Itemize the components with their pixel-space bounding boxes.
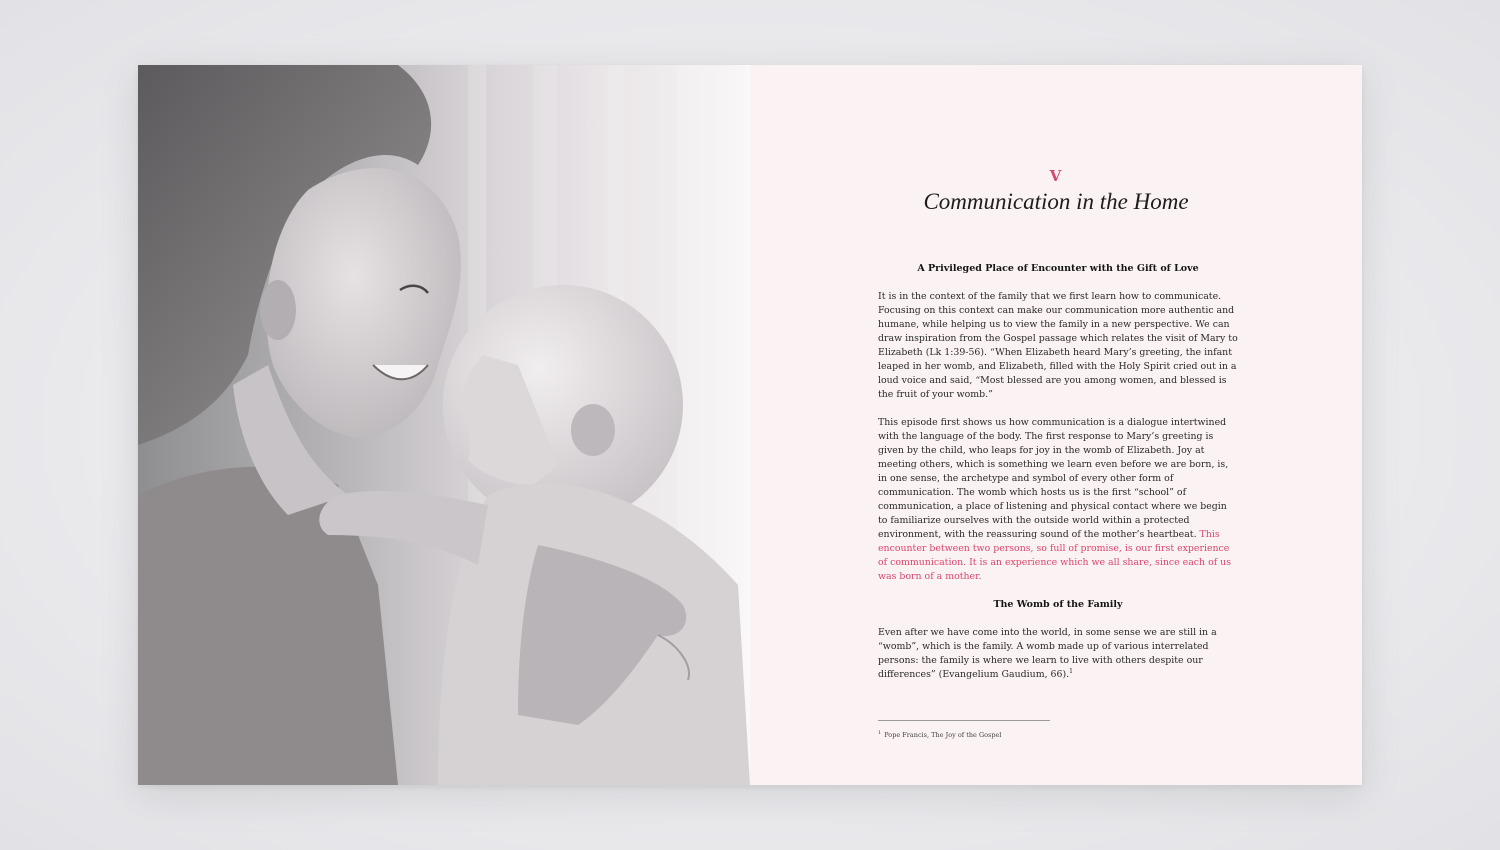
section-heading: A Privileged Place of Encounter with the Gift of Love xyxy=(917,263,1199,274)
highlighted-quote: This encounter between two persons, so full of promise, is our first experience of communication. It is an experience which we all share, since each of us was born of a mother. xyxy=(878,529,1232,582)
body-paragraph xyxy=(878,626,1238,682)
photo-illustration xyxy=(138,65,750,785)
body-text: This episode first shows us how communication is a dialogue intertwined with the language of the body. The first response to Mary’s greeting is given by the child, who leaps for joy in the womb of Elizabeth. Joy at meeting others, which is something we learn even before we are born, is, in one sense, the archetype and symbol of every other form of communication. The womb which hosts us is the first “school” of communication, a place of listening and physical contact where we begin to familiarize ourselves with the outside world within a protected environment, with the reassuring sound of the mother’s heartbeat. xyxy=(878,417,1229,540)
book-spread xyxy=(138,65,1362,785)
footnote-number: 1 xyxy=(878,730,882,736)
footnote-text: Pope Francis, The Joy of the Gospel xyxy=(884,731,1002,740)
footnote-reference[interactable]: 1 xyxy=(1069,667,1073,675)
footnote-divider xyxy=(878,720,1050,721)
chapter-numeral: V xyxy=(1049,167,1063,185)
body-paragraph: It is in the context of the family that we first learn how to communicate. Focusing on this context can make our communication more authentic and humane, while helping us to view the family in a new perspective. We can draw inspiration from the Gospel passage which relates the visit of Mary to Elizabeth (Lk 1:39-56). “When Elizabeth heard Mary’s greeting, the infant leaped in her womb, and Elizabeth, filled with the Holy Spirit cried out in a loud voice and said, “Most blessed are you among women, and blessed is the fruit of your womb.” xyxy=(878,291,1238,400)
footnote xyxy=(878,730,1001,739)
text-page xyxy=(750,65,1362,785)
chapter-title: Communication in the Home xyxy=(923,189,1189,214)
body-paragraph xyxy=(878,416,1238,584)
mother-and-baby-photo xyxy=(138,65,750,785)
chapter-content xyxy=(878,262,1238,696)
body-text: Even after we have come into the world, in some sense we are still in a “womb”, which is the family. A womb made up of various interrelated persons: the family is where we learn to live with others despite our differences” (Evangelium Gaudium, 66). xyxy=(878,627,1217,680)
section-heading: The Womb of the Family xyxy=(993,599,1123,610)
